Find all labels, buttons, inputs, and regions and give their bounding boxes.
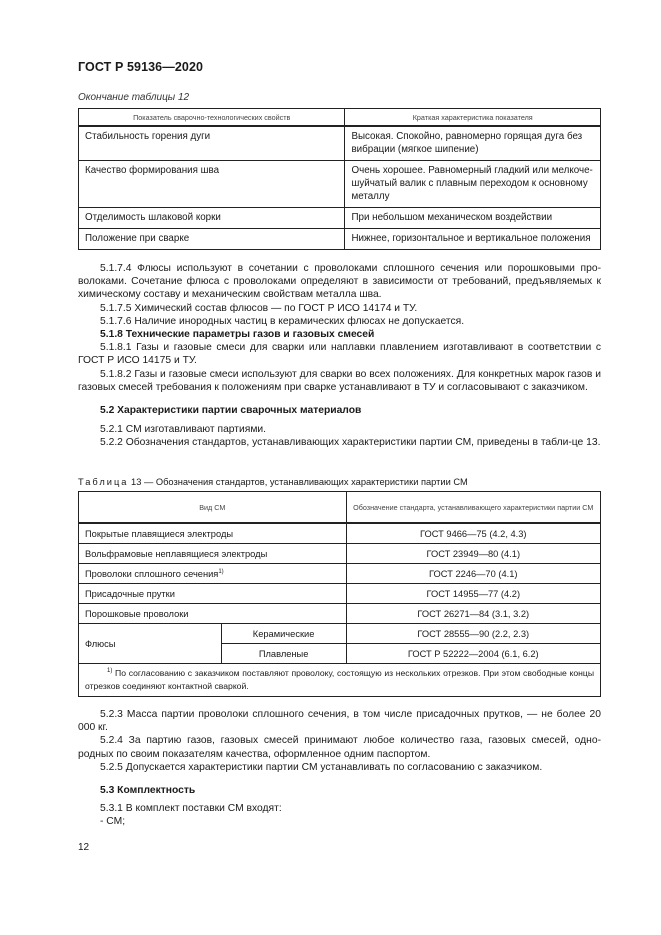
table-row (79, 624, 601, 644)
table-12 (78, 108, 601, 250)
table-cell: Присадочные прутки (79, 584, 347, 604)
table-row (79, 564, 601, 584)
table-cell: Качество формирования шва (79, 161, 345, 208)
paragraph-5-1-7-6: 5.1.7.6 Наличие инородных частиц в керамических флюсах не допускается. (100, 315, 465, 327)
table-cell: Покрытые плавящиеся электроды (79, 523, 347, 544)
cell-text: Проволоки сплошного сечения (85, 568, 219, 579)
table-cell: ГОСТ 2246—70 (4.1) (346, 564, 600, 584)
footnote-mark: 1) (218, 568, 224, 575)
document-header-title: ГОСТ Р 59136—2020 (78, 60, 204, 74)
table-cell: При небольшом механическом воздействии (345, 208, 601, 229)
table-cell: Очень хорошее. Равномерный гладкий или мелкоче-шуйчатый валик с плавным переходом к основному металлу (345, 161, 601, 208)
paragraph-5-1-7-4: 5.1.7.4 Флюсы используют в сочетании с проволоками сплошного сечения или порошковыми про-волоками. Сочетание флюса с проволоками определяют в зависимости от требований, предъявляемых к химическому составу и механическим свойствам металла шва. (78, 263, 601, 301)
table-row (79, 161, 601, 208)
paragraph-5-1-7-5: 5.1.7.5 Химический состав флюсов — по ГОСТ Р ИСО 14174 и ТУ. (100, 302, 418, 314)
table-cell: Вольфрамовые неплавящиеся электроды (79, 544, 347, 564)
table12-caption: Окончание таблицы 12 (78, 92, 190, 103)
table-cell: Нижнее, горизонтальное и вертикальное положения (345, 229, 601, 250)
paragraph-5-2-4: 5.2.4 За партию газов, газовых смесей принимают любое количество газа, газовых смесей, одно-родных по своим показателям качества, оформленное одним паспортом. (78, 735, 601, 760)
body-block-1 (78, 262, 601, 450)
column-header: Показатель сварочно-технологических свойств (79, 109, 345, 127)
table-cell-flux: Флюсы (79, 624, 222, 664)
table13-caption-text: 13 — Обозначения стандартов, устанавливающих характеристики партии СМ (131, 477, 468, 487)
table-cell: ГОСТ 26271—84 (3.1, 3.2) (346, 604, 600, 624)
footnote-text: По согласованию с заказчиком поставляют проволоку, состоящую из нескольких отрезков. При этом свободные концы отрезков соединяют контактной сваркой. (85, 668, 594, 691)
table-row (79, 523, 601, 544)
table-row (79, 126, 601, 161)
table-cell (79, 564, 347, 584)
table-row (79, 544, 601, 564)
table-13 (78, 491, 601, 697)
column-header: Вид СМ (79, 492, 347, 524)
table-cell: Плавленые (221, 644, 346, 664)
list-item: - СМ; (100, 816, 126, 828)
table-row (79, 229, 601, 250)
table-cell: Керамические (221, 624, 346, 644)
table-cell: ГОСТ 28555—90 (2.2, 2.3) (346, 624, 600, 644)
heading-5-3: 5.3 Комплектность (100, 785, 196, 797)
paragraph-5-2-2: 5.2.2 Обозначения стандартов, устанавливающих характеристики партии СМ, приведены в табли-це 13. (100, 437, 601, 449)
column-header: Обозначение стандарта, устанавливающего характеристики партии СМ (346, 492, 600, 524)
table13-caption (78, 477, 468, 487)
heading-5-1-8: 5.1.8 Технические параметры газов и газовых смесей (100, 329, 375, 341)
table-cell: Отделимость шлаковой корки (79, 208, 345, 229)
table-row (79, 208, 601, 229)
table-cell: ГОСТ 9466—75 (4.2, 4.3) (346, 523, 600, 544)
table-header-row (79, 492, 601, 524)
paragraph-5-1-8-1: 5.1.8.1 Газы и газовые смеси для сварки или наплавки плавлением изготавливают в соответствии с ГОСТ Р ИСО 14175 и ТУ. (78, 342, 601, 367)
paragraph-5-2-1: 5.2.1 СМ изготавливают партиями. (100, 424, 267, 436)
table13-caption-label: Таблица (78, 477, 129, 487)
table-cell: ГОСТ 23949—80 (4.1) (346, 544, 600, 564)
column-header: Краткая характеристика показателя (345, 109, 601, 127)
table-cell: Стабильность горения дуги (79, 126, 345, 161)
paragraph-5-1-8-2: 5.1.8.2 Газы и газовые смеси используют для сварки во всех положениях. Для конкретных марок газов и газовых смесей требования к положениям при сварке устанавливают в ТУ и согласовывают с заказчиком. (78, 368, 601, 393)
table-row (79, 584, 601, 604)
table-cell: Высокая. Спокойно, равномерно горящая дуга без вибрации (мягкое шипение) (345, 126, 601, 161)
table-footnote (79, 664, 601, 697)
table-cell: Положение при сварке (79, 229, 345, 250)
paragraph-5-2-3: 5.2.3 Масса партии проволоки сплошного сечения, в том числе присадочных прутков, — не более 20 000 кг. (78, 709, 601, 734)
table-header-row (79, 109, 601, 127)
table-footnote-row (79, 664, 601, 697)
paragraph-5-2-5: 5.2.5 Допускается характеристики партии СМ устанавливать по согласованию с заказчиком. (100, 761, 543, 773)
table-cell: Порошковые проволоки (79, 604, 347, 624)
table-row (79, 604, 601, 624)
page-number: 12 (78, 842, 90, 853)
table-cell: ГОСТ Р 52222—2004 (6.1, 6.2) (346, 644, 600, 664)
heading-5-2: 5.2 Характеристики партии сварочных материалов (100, 405, 362, 417)
table-cell: ГОСТ 14955—77 (4.2) (346, 584, 600, 604)
footnote-mark: 1) (107, 668, 113, 674)
paragraph-5-3-1: 5.3.1 В комплект поставки СМ входят: (100, 803, 282, 815)
body-block-2 (78, 708, 601, 829)
